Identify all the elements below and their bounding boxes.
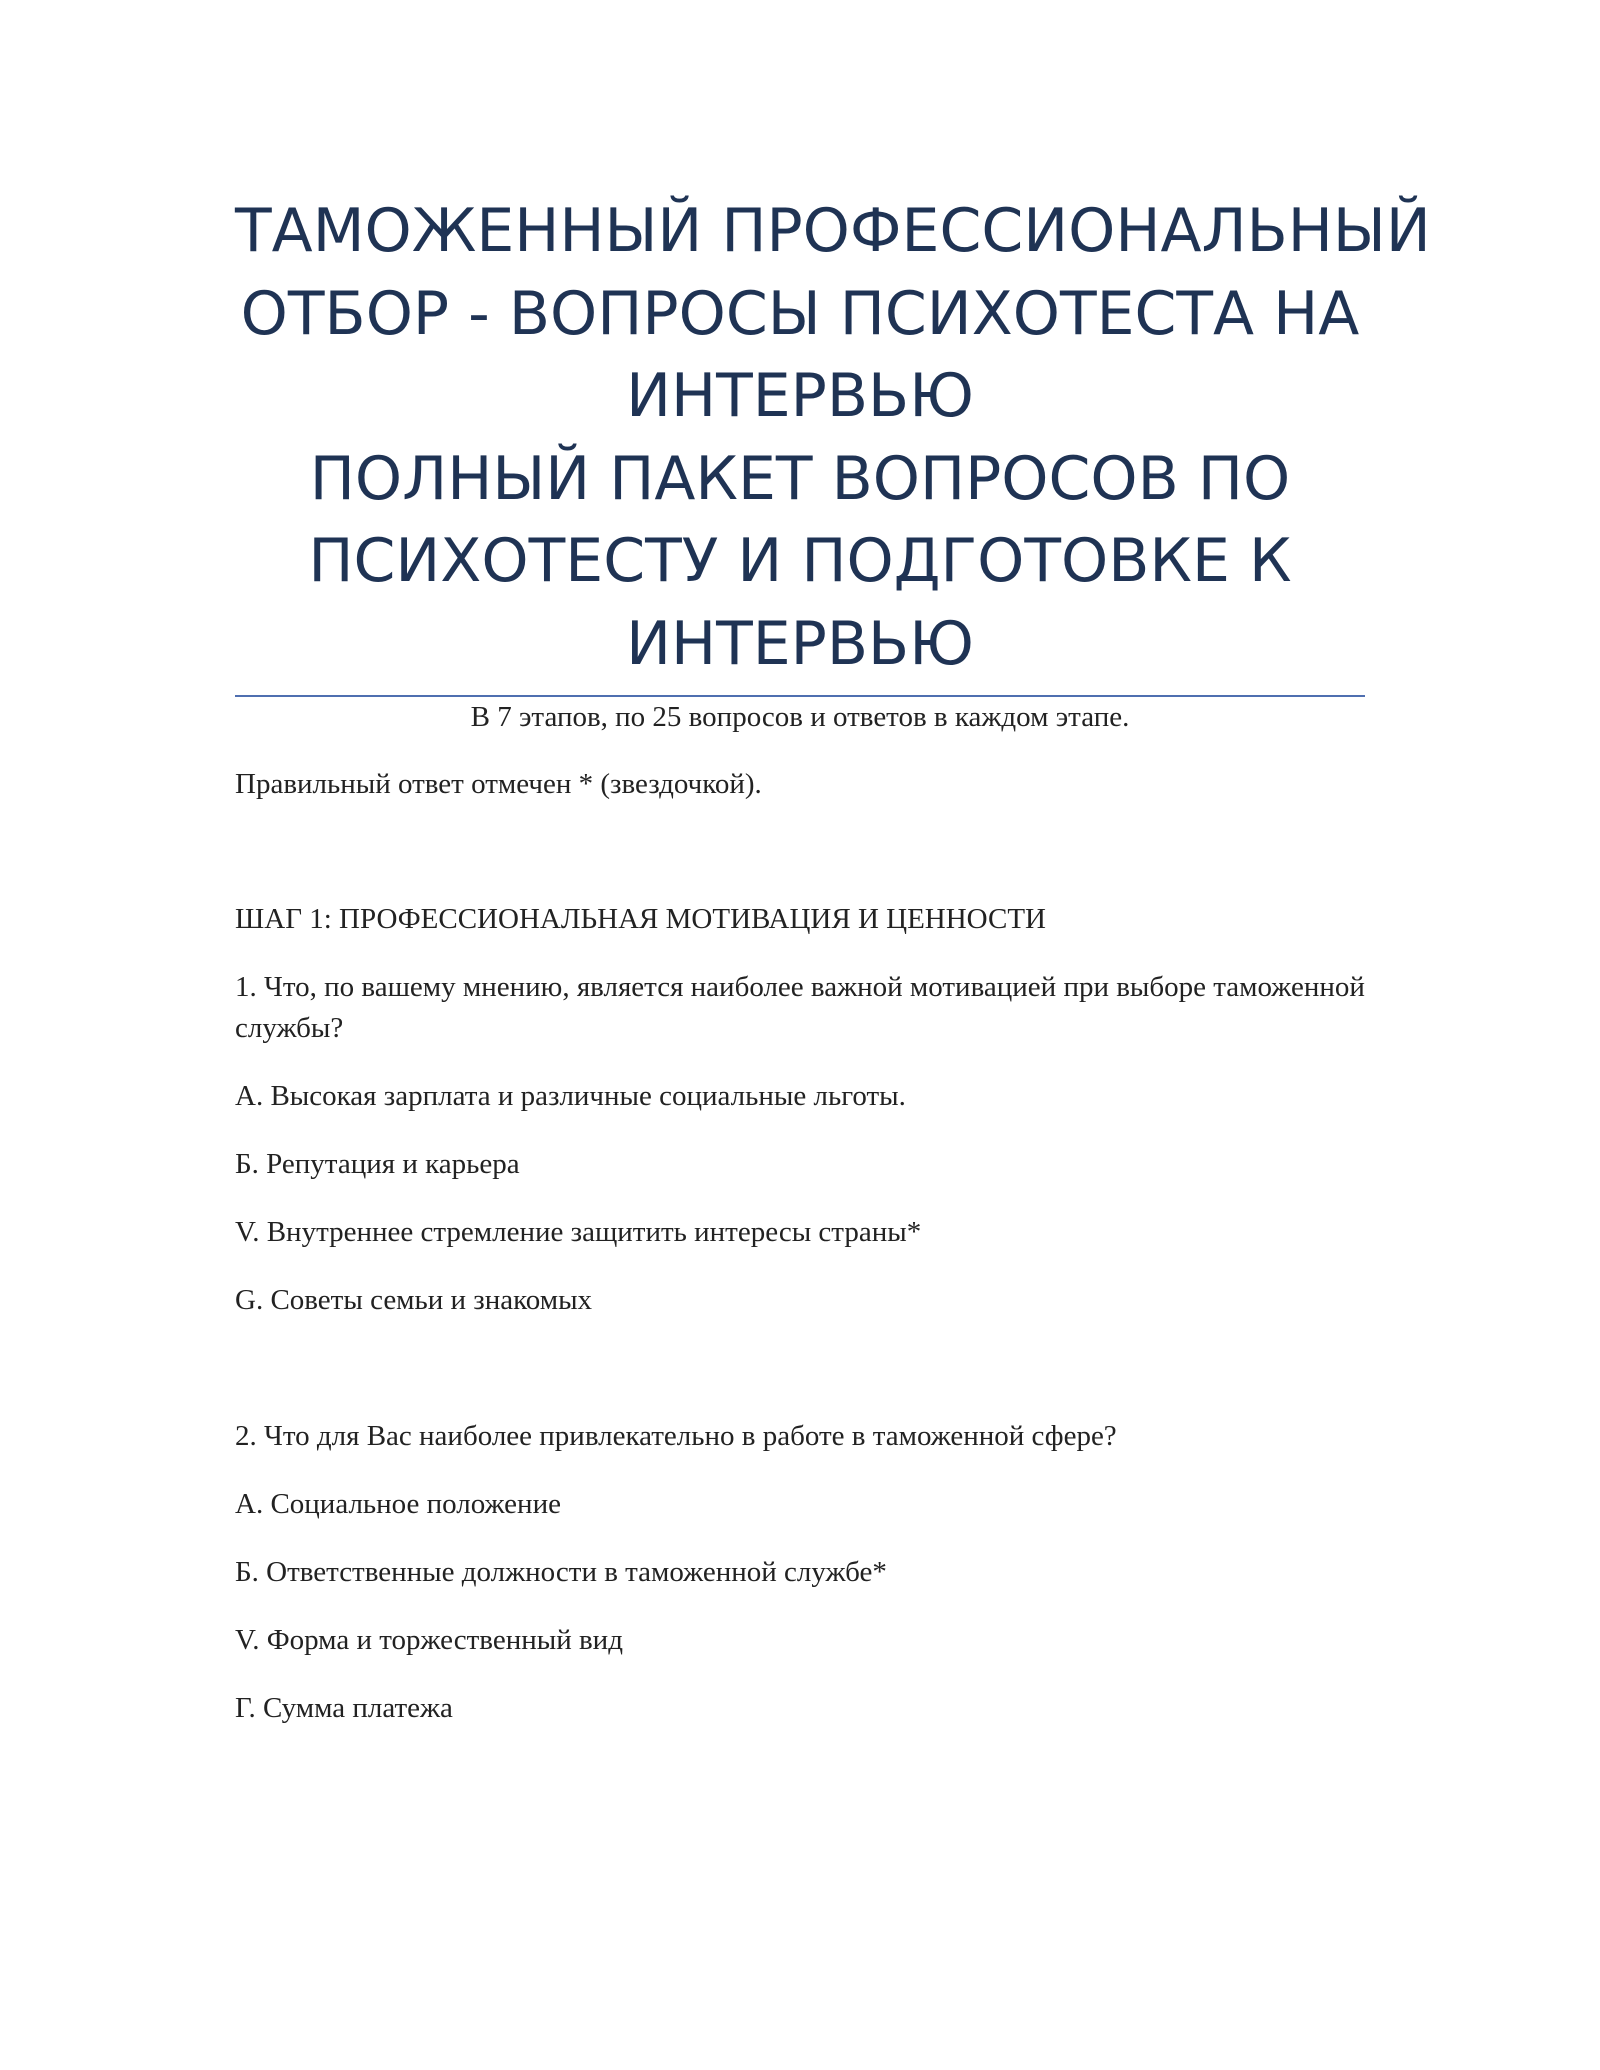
question-text: 1. Что, по вашему мнению, является наиболее важной мотивацией при выборе таможенной службы? xyxy=(235,971,1365,1044)
document-title xyxy=(235,190,1431,685)
title-line: ПСИХОТЕСТУ И ПОДГОТОВКЕ К xyxy=(308,526,1292,596)
question-block xyxy=(235,967,1365,1321)
title-line: ИНТЕРВЬЮ xyxy=(626,361,974,431)
step-heading: ШАГ 1: ПРОФЕССИОНАЛЬНАЯ МОТИВАЦИЯ И ЦЕННОСТИ xyxy=(235,903,1046,935)
document-content xyxy=(235,190,1431,1729)
title-line: ПОЛНЫЙ ПАКЕТ ВОПРОСОВ ПО xyxy=(309,443,1291,514)
intro-summary: В 7 этапов, по 25 вопросов и ответов в каждом этапе. xyxy=(470,701,1130,733)
answer-option: А. Социальное положение xyxy=(235,1488,561,1520)
answer-option-correct: Б. Ответственные должности в таможенной службе* xyxy=(235,1556,887,1588)
answer-option: Б. Репутация и карьера xyxy=(235,1148,520,1180)
title-line: ИНТЕРВЬЮ xyxy=(626,608,974,679)
answer-option: G. Советы семьи и знакомых xyxy=(235,1284,593,1316)
answer-option: Г. Сумма платежа xyxy=(235,1692,453,1724)
answer-option: V. Форма и торжественный вид xyxy=(235,1624,623,1656)
answer-marking-note: Правильный ответ отмечен * (звездочкой). xyxy=(235,768,762,800)
title-line: ОТБОР - ВОПРОСЫ ПСИХОТЕСТА НА xyxy=(240,278,1360,349)
question-text: 2. Что для Вас наиболее привлекательно в работе в таможенной сфере? xyxy=(235,1420,1117,1452)
question-block xyxy=(235,1416,1365,1729)
answer-option-correct: V. Внутреннее стремление защитить интересы страны* xyxy=(235,1216,922,1248)
title-line: ТАМОЖЕННЫЙ ПРОФЕССИОНАЛЬНЫЙ xyxy=(235,196,1431,266)
answer-option: А. Высокая зарплата и различные социальные льготы. xyxy=(235,1080,906,1112)
